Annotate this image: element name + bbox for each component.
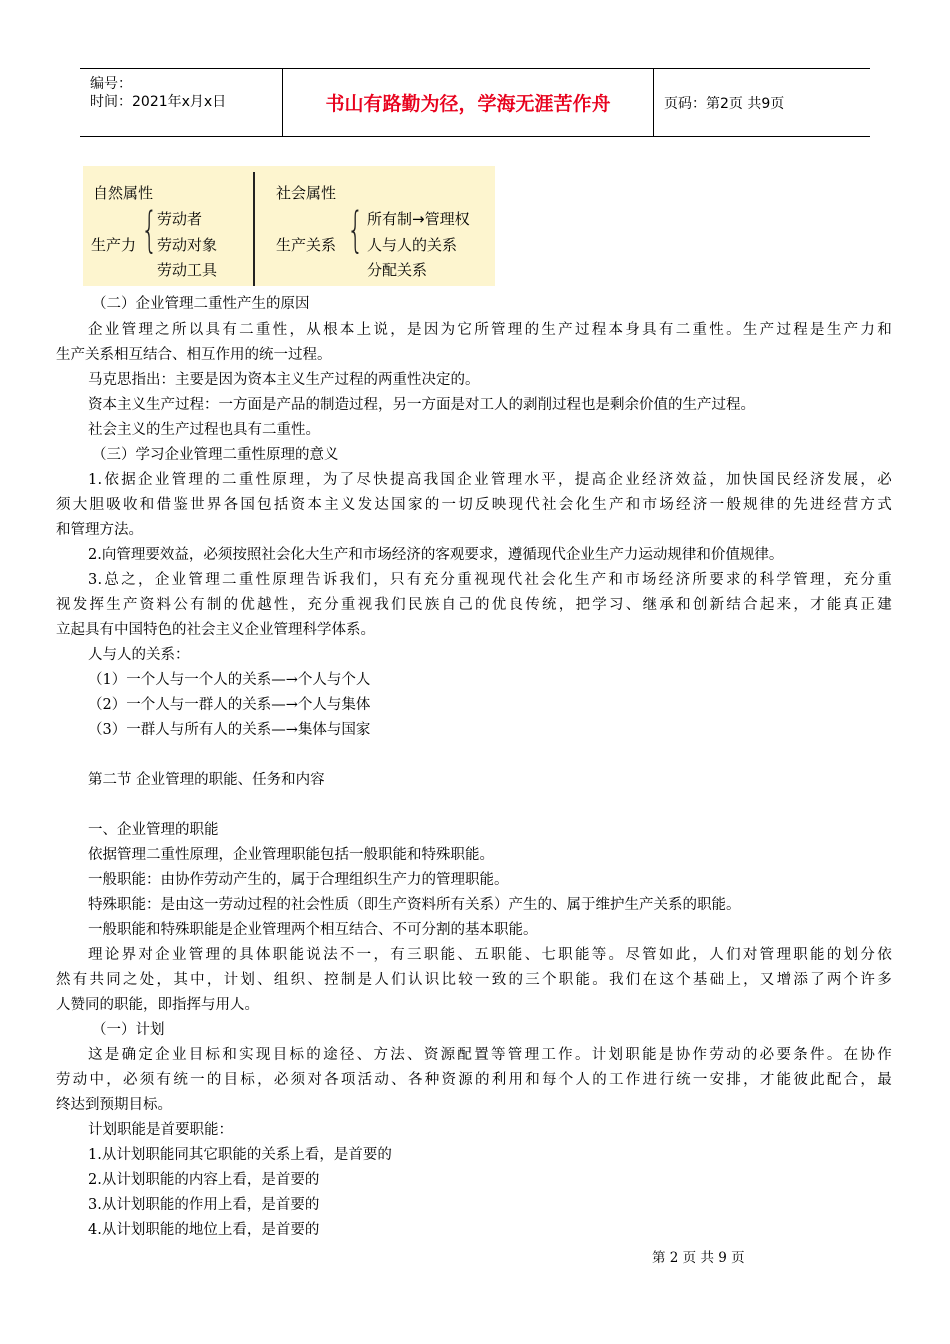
attribute-diagram (83, 166, 495, 286)
paragraph-line: 然有共同之处，其中，计划、组织、控制是人们认识比较一致的三个职能。我们在这个基础上，又增添了两个许多 (56, 972, 892, 988)
list-item: 1.从计划职能同其它职能的关系上看，是首要的 (88, 1147, 392, 1163)
paragraph-line: 终达到预期目标。 (56, 1097, 172, 1113)
paragraph-line: 特殊职能：是由这一劳动过程的社会性质（即生产资料所有关系）产生的、属于维护生产关系的职能。 (88, 897, 741, 913)
date-label: 时间：2021年x月x日 (90, 94, 227, 110)
list-item: （1）一个人与一个人的关系—→个人与个人 (88, 672, 371, 688)
page-header (80, 68, 870, 137)
section-heading: （二）企业管理二重性产生的原因 (92, 296, 310, 312)
paragraph-line: 和管理方法。 (56, 522, 143, 538)
paragraph-line: 1.依据企业管理的二重性原理，为了尽快提高我国企业管理水平，提高企业经济效益，加快国民经济发展，必 (88, 472, 892, 488)
diagram-left-item: 劳动工具 (157, 261, 218, 279)
paragraph-line: 计划职能是首要职能： (88, 1122, 233, 1138)
diagram-left-title: 自然属性 (93, 184, 154, 202)
paragraph-line: 2.向管理要效益，必须按照社会化大生产和市场经济的客观要求，遵循现代企业生产力运动规律和价值规律。 (88, 547, 784, 563)
header-meta-cell (80, 69, 283, 136)
paragraph-line: 须大胆吸收和借鉴世界各国包括资本主义发达国家的一切反映现代社会化生产和市场经济一般规律的先进经营方式 (56, 497, 892, 513)
section-heading: （三）学习企业管理二重性原理的意义 (92, 447, 339, 463)
diagram-left-item: 劳动对象 (157, 236, 218, 254)
paragraph-line: 人与人的关系： (88, 647, 190, 663)
section-heading: 一、企业管理的职能 (88, 822, 219, 838)
diagram-right-item: 人与人的关系 (367, 236, 458, 254)
list-item: （3）一群人与所有人的关系—→集体与国家 (88, 722, 371, 738)
diagram-right-item: 所有制→管理权 (367, 210, 470, 228)
paragraph-line: 立起具有中国特色的社会主义企业管理科学体系。 (56, 622, 375, 638)
list-item: 4.从计划职能的地位上看，是首要的 (88, 1222, 320, 1238)
list-item: 2.从计划职能的内容上看，是首要的 (88, 1172, 320, 1188)
number-label: 编号： (90, 76, 132, 92)
diagram-left-item: 劳动者 (157, 210, 203, 228)
paragraph-line: 马克思指出：主要是因为资本主义生产过程的两重性决定的。 (88, 372, 480, 388)
paragraph-line: 3.总之，企业管理二重性原理告诉我们，只有充分重视现代社会化生产和市场经济所要求的科学管理，充分重 (88, 572, 892, 588)
list-item: 3.从计划职能的作用上看，是首要的 (88, 1197, 320, 1213)
right-brace-icon: { (347, 202, 364, 258)
diagram-right-title: 社会属性 (276, 184, 337, 202)
diagram-right-root: 生产关系 (276, 236, 337, 254)
paragraph-line: 生产关系相互结合、相互作用的统一过程。 (56, 347, 332, 363)
section-heading: （一）计划 (92, 1022, 165, 1038)
header-motto: 书山有路勤为径，学海无涯苦作舟 (283, 69, 654, 136)
paragraph-line: 依据管理二重性原理，企业管理职能包括一般职能和特殊职能。 (88, 847, 494, 863)
paragraph-line: 视发挥生产资料公有制的优越性，充分重视我们民族自己的优良传统，把学习、继承和创新结合起来，才能真正建 (56, 597, 892, 613)
chapter-heading: 第二节 企业管理的职能、任务和内容 (88, 772, 325, 788)
diagram-divider (253, 172, 255, 286)
paragraph-line: 理论界对企业管理的具体职能说法不一，有三职能、五职能、七职能等。尽管如此，人们对管理职能的划分依 (88, 947, 892, 963)
left-brace-icon: { (141, 202, 158, 258)
paragraph-line: 资本主义生产过程：一方面是产品的制造过程，另一方面是对工人的剥削过程也是剩余价值的生产过程。 (88, 397, 755, 413)
diagram-right-item: 分配关系 (367, 261, 428, 279)
paragraph-line: 人赞同的职能，即指挥与用人。 (56, 997, 259, 1013)
diagram-left-root: 生产力 (91, 236, 137, 254)
paragraph-line: 一般职能：由协作劳动产生的，属于合理组织生产力的管理职能。 (88, 872, 509, 888)
list-item: （2）一个人与一群人的关系—→个人与集体 (88, 697, 371, 713)
paragraph-line: 这是确定企业目标和实现目标的途径、方法、资源配置等管理工作。计划职能是协作劳动的必要条件。在协作 (88, 1047, 892, 1063)
header-page-label: 页码：第2页 共9页 (664, 96, 785, 112)
page-footer: 第 2 页 共 9 页 (652, 1250, 745, 1266)
paragraph-line: 一般职能和特殊职能是企业管理两个相互结合、不可分割的基本职能。 (88, 922, 538, 938)
paragraph-line: 劳动中，必须有统一的目标，必须对各项活动、各种资源的利用和每个人的工作进行统一安排，才能彼此配合，最 (56, 1072, 892, 1088)
paragraph-line: 企业管理之所以具有二重性，从根本上说，是因为它所管理的生产过程本身具有二重性。生产过程是生产力和 (88, 322, 892, 338)
paragraph-line: 社会主义的生产过程也具有二重性。 (88, 422, 320, 438)
